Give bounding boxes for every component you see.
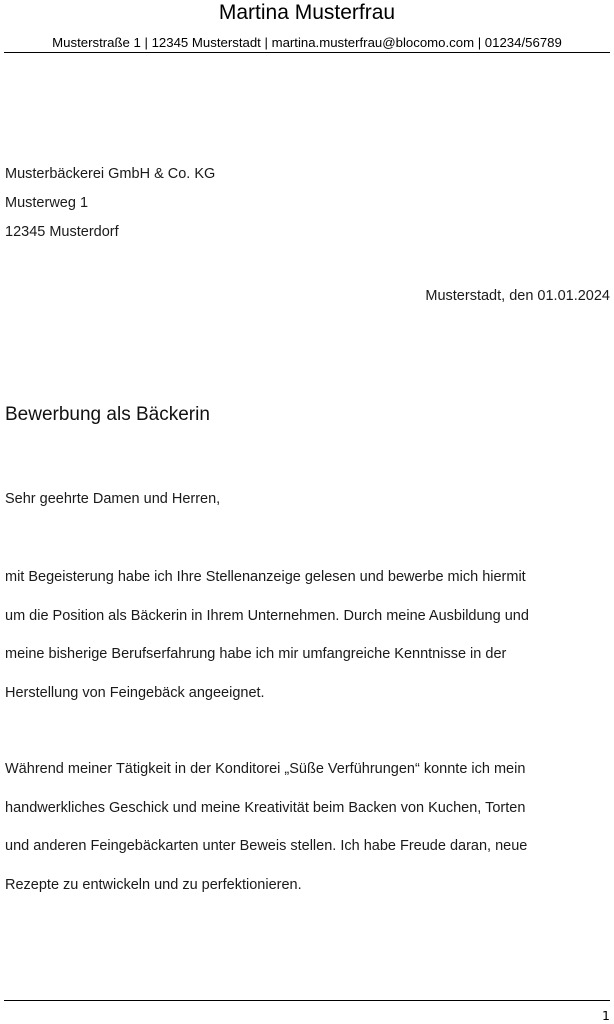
sender-contact-line: Musterstraße 1 | 12345 Musterstadt | martina.musterfrau@blocomo.com | 01234/56789 [52, 35, 562, 50]
paragraph-line: Rezepte zu entwickeln und zu perfektionieren. [5, 876, 302, 893]
paragraph-line: meine bisherige Berufserfahrung habe ich mir umfangreiche Kenntnisse in der [5, 646, 507, 662]
paragraph-line: Herstellung von Feingebäck angeeignet. [5, 684, 265, 701]
header-divider [4, 52, 610, 53]
recipient-street: Musterweg 1 [5, 195, 89, 211]
paragraph-line: Während meiner Tätigkeit in der Konditorei „Süße Verführungen“ konnte ich mein [5, 761, 526, 777]
recipient-city: 12345 Musterdorf [5, 224, 119, 240]
salutation: Sehr geehrte Damen und Herren, [5, 491, 221, 507]
recipient-address [5, 160, 215, 247]
body-paragraph-1 [5, 558, 610, 712]
sender-name: Martina Musterfrau [218, 1, 396, 24]
subject-heading: Bewerbung als Bäckerin [5, 404, 210, 425]
paragraph-line: handwerkliches Geschick und meine Kreativität beim Backen von Kuchen, Torten [5, 799, 526, 816]
paragraph-line: und anderen Feingebäckarten unter Beweis stellen. Ich habe Freude daran, neue [5, 838, 528, 854]
body-paragraph-2 [5, 750, 610, 904]
paragraph-line: mit Begeisterung habe ich Ihre Stellenanzeige gelesen und bewerbe mich hiermit [5, 569, 526, 585]
page-number: 1 [602, 1008, 610, 1023]
recipient-company: Musterbäckerei GmbH & Co. KG [5, 166, 216, 182]
place-date-line: Musterstadt, den 01.01.2024 [425, 288, 610, 304]
footer-divider [4, 1000, 610, 1001]
paragraph-line: um die Position als Bäckerin in Ihrem Unternehmen. Durch meine Ausbildung und [5, 607, 529, 624]
